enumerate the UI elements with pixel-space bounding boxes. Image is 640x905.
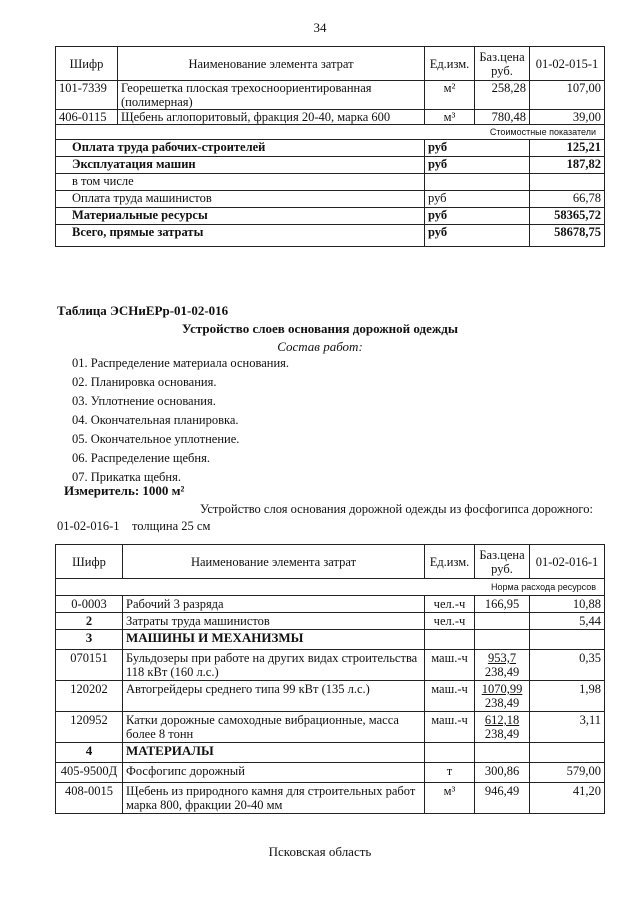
cell-unit: маш.-ч: [425, 681, 475, 712]
list-item: 04. Окончательная планировка.: [72, 413, 239, 427]
cell-name: Георешетка плоская трехосноориентированная (полимерная): [118, 81, 425, 110]
table-header: [56, 47, 605, 81]
cost-unit: руб: [425, 140, 475, 157]
cell-code: 120952: [56, 712, 123, 743]
group-row: [56, 630, 605, 650]
cell-value: 107,00: [530, 81, 605, 110]
cell-value: 3,11: [530, 712, 605, 743]
table-row: [56, 650, 605, 681]
group-code: 4: [56, 743, 123, 763]
cost-row: [56, 140, 605, 157]
cell-name: Рабочий 3 разряда: [123, 596, 425, 613]
cost-name: Материальные ресурсы: [56, 208, 425, 225]
table-row: [56, 681, 605, 712]
description-line1: Устройство слоя основания дорожной одежды из фосфогипса дорожного:: [200, 502, 593, 516]
header-code: Шифр: [56, 545, 123, 579]
cell-price-wage: 238,49: [484, 696, 520, 710]
cell-value: 1,98: [530, 681, 605, 712]
cost-name: Всего, прямые затраты: [56, 225, 425, 247]
cell-price-wage: 238,49: [484, 665, 520, 679]
section-label: Стоимостные показатели: [56, 125, 605, 140]
cost-name: Оплата труда рабочих-строителей: [56, 140, 425, 157]
cell-unit: маш.-ч: [425, 712, 475, 743]
cell-price-wage: 238,49: [484, 727, 520, 741]
cost-value: 66,78: [530, 191, 605, 208]
table-title: Таблица ЭСНиЕРр-01-02-016: [57, 303, 229, 318]
cost-unit: [425, 174, 475, 191]
cell-value: 39,00: [530, 110, 605, 125]
table-row: [56, 596, 605, 613]
cell-unit: т: [425, 763, 475, 783]
cell-price: 612,18: [484, 713, 520, 727]
table-header: [56, 545, 605, 579]
cell-value: 579,00: [530, 763, 605, 783]
cell-unit: чел.-ч: [425, 596, 475, 613]
resource-table-2: [55, 544, 605, 814]
footer-region: Псковская область: [268, 844, 372, 859]
page-number: 34: [313, 20, 327, 35]
list-item: 06. Распределение щебня.: [72, 451, 210, 465]
cell-value: 5,44: [530, 613, 605, 630]
cell-code: 0-0003: [56, 596, 123, 613]
cell-name: Щебень из природного камня для строительных работ марка 800, фракции 20-40 мм: [123, 783, 425, 814]
list-item: 02. Планировка основания.: [72, 375, 217, 389]
cell-price: 300,86: [475, 763, 530, 783]
section-title: Устройство слоев основания дорожной одежды: [181, 321, 459, 336]
cell-value: 10,88: [530, 596, 605, 613]
header-unit: Ед.изм.: [425, 545, 475, 579]
works-list: [72, 356, 289, 489]
description-line2: толщина 25 см: [132, 519, 211, 533]
cell-name: Фосфогипс дорожный: [123, 763, 425, 783]
cost-name: Оплата труда машинистов: [56, 191, 425, 208]
cell-name: Щебень аглопоритовый, фракция 20-40, марка 600: [118, 110, 425, 125]
cell-price: 780,48: [475, 110, 530, 125]
cost-value: 58678,75: [530, 225, 605, 247]
section-label-row: [56, 125, 605, 140]
cell-name: Катки дорожные самоходные вибрационные, масса более 8 тонн: [123, 712, 425, 743]
cost-value: [530, 174, 605, 191]
cell-unit: м³: [425, 110, 475, 125]
cell-code: 101-7339: [56, 81, 118, 110]
cell-name: Бульдозеры при работе на других видах строительства 118 кВт (160 л.с.): [123, 650, 425, 681]
cell-price: 1070,99: [481, 682, 523, 696]
header-price: Баз.цена руб.: [475, 47, 530, 81]
works-title: Состав работ:: [277, 339, 363, 354]
cost-unit: руб: [425, 208, 475, 225]
group-name: МАШИНЫ И МЕХАНИЗМЫ: [123, 630, 425, 650]
cell-code: 408-0015: [56, 783, 123, 814]
cell-value: 41,20: [530, 783, 605, 814]
list-item: 01. Распределение материала основания.: [72, 356, 290, 370]
table-row: [56, 81, 605, 110]
header-rate: 01-02-015-1: [530, 47, 605, 81]
cost-unit: руб: [425, 191, 475, 208]
cell-price: 258,28: [475, 81, 530, 110]
cost-unit: руб: [425, 225, 475, 247]
table-row: [56, 763, 605, 783]
cell-price: [475, 613, 530, 630]
cell-name: Затраты труда машинистов: [123, 613, 425, 630]
cost-unit: руб: [425, 157, 475, 174]
cost-row: [56, 208, 605, 225]
cost-value: 125,21: [530, 140, 605, 157]
description-code: 01-02-016-1: [57, 519, 120, 533]
cell-price: 946,49: [475, 783, 530, 814]
header-price: Баз.цена руб.: [475, 545, 530, 579]
group-code: 3: [56, 630, 123, 650]
header-name: Наименование элемента затрат: [118, 47, 425, 81]
cost-value: 58365,72: [530, 208, 605, 225]
cell-unit: м³: [425, 783, 475, 814]
resource-table-1: [55, 46, 605, 247]
table-row: [56, 712, 605, 743]
list-item: 03. Уплотнение основания.: [72, 394, 216, 408]
group-name: МАТЕРИАЛЫ: [123, 743, 425, 763]
header-name: Наименование элемента затрат: [123, 545, 425, 579]
section-label-row: [56, 579, 605, 596]
cost-value: 187,82: [530, 157, 605, 174]
cost-row: [56, 191, 605, 208]
cost-row: [56, 225, 605, 247]
header-unit: Ед.изм.: [425, 47, 475, 81]
cell-code: 2: [56, 613, 123, 630]
header-rate: 01-02-016-1: [530, 545, 605, 579]
cell-code: 070151: [56, 650, 123, 681]
group-row: [56, 743, 605, 763]
cost-name: в том числе: [56, 174, 425, 191]
table-row: [56, 783, 605, 814]
cost-name: Эксплуатация машин: [56, 157, 425, 174]
cell-code: 405-9500Д: [56, 763, 123, 783]
cell-value: 0,35: [530, 650, 605, 681]
table-row: [56, 110, 605, 125]
list-item: 05. Окончательное уплотнение.: [72, 432, 240, 446]
header-code: Шифр: [56, 47, 118, 81]
cell-unit: чел.-ч: [425, 613, 475, 630]
cell-unit: маш.-ч: [425, 650, 475, 681]
cost-row: [56, 174, 605, 191]
cell-price: 166,95: [475, 596, 530, 613]
section-label: Норма расхода ресурсов: [56, 579, 605, 596]
list-item: 07. Прикатка щебня.: [72, 470, 181, 484]
cell-code: 406-0115: [56, 110, 118, 125]
cost-row: [56, 157, 605, 174]
cell-price: 953,7: [487, 651, 517, 665]
table-row: [56, 613, 605, 630]
cell-unit: м²: [425, 81, 475, 110]
cell-name: Автогрейдеры среднего типа 99 кВт (135 л.с.): [123, 681, 425, 712]
measure: Измеритель: 1000 м²: [64, 483, 185, 498]
cell-code: 120202: [56, 681, 123, 712]
